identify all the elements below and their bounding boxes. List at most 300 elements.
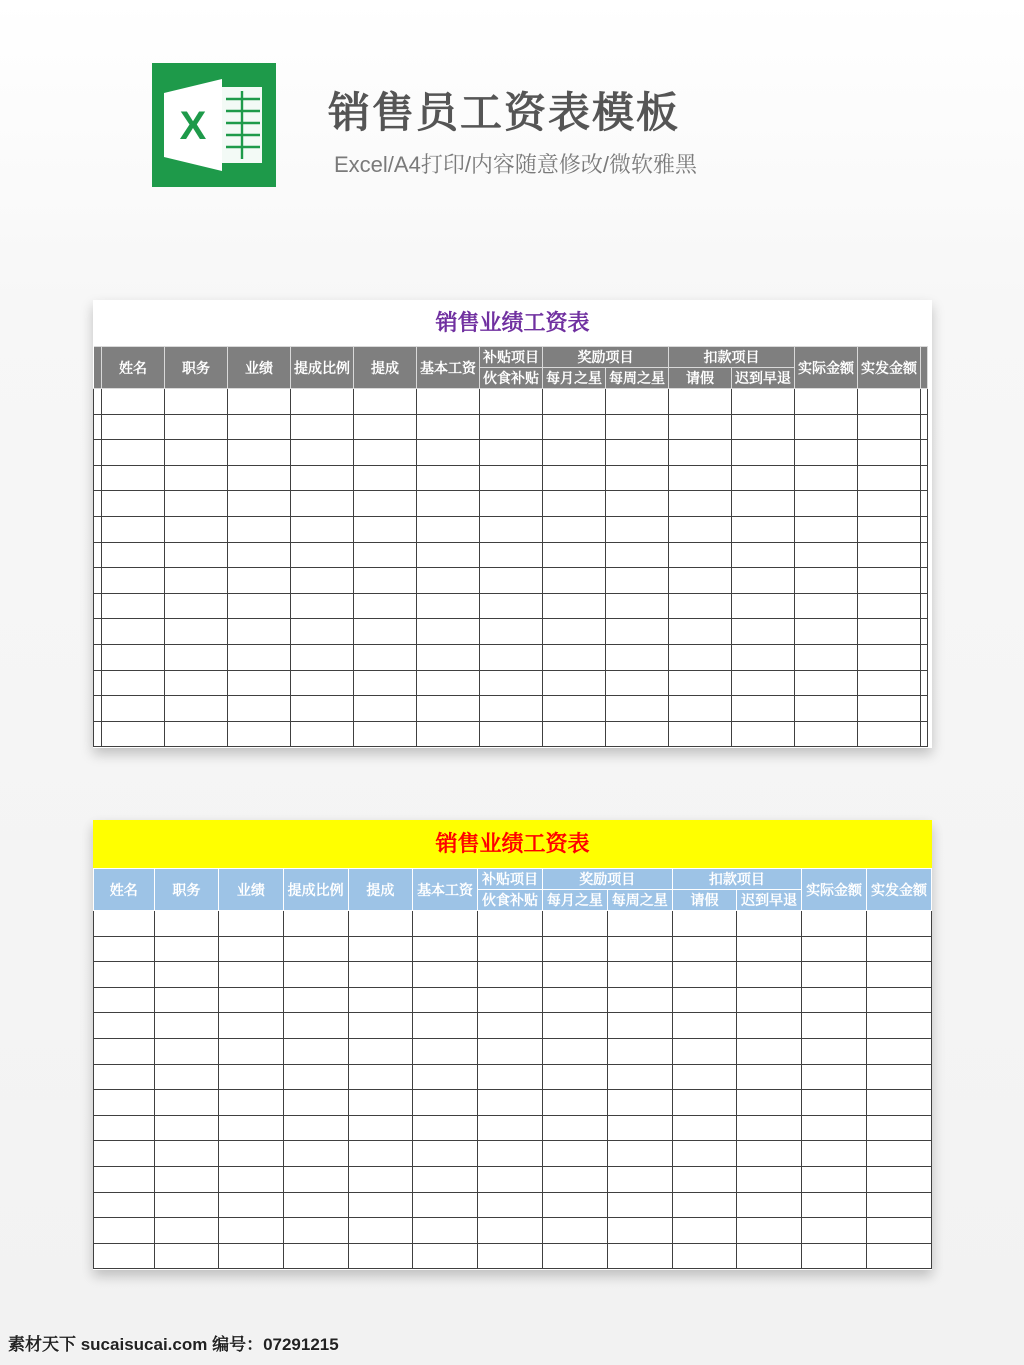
table-cell[interactable]: [542, 1064, 607, 1090]
table-cell[interactable]: [732, 644, 795, 670]
table-cell[interactable]: [154, 1038, 219, 1064]
table-cell[interactable]: [102, 389, 165, 415]
table-cell[interactable]: [921, 465, 928, 491]
table-cell[interactable]: [94, 440, 102, 466]
table-cell[interactable]: [672, 1064, 737, 1090]
table-cell[interactable]: [606, 414, 669, 440]
table-cell[interactable]: [478, 1090, 543, 1116]
table-cell[interactable]: [94, 721, 102, 747]
table-cell[interactable]: [478, 1141, 543, 1167]
table-cell[interactable]: [606, 389, 669, 415]
table-cell[interactable]: [867, 1013, 932, 1039]
table-cell[interactable]: [543, 516, 606, 542]
table-cell[interactable]: [165, 516, 228, 542]
table-cell[interactable]: [228, 619, 291, 645]
table-cell[interactable]: [102, 670, 165, 696]
table-cell[interactable]: [802, 1141, 867, 1167]
table-cell[interactable]: [795, 696, 858, 722]
table-cell[interactable]: [672, 1090, 737, 1116]
table-cell[interactable]: [413, 1038, 478, 1064]
table-cell[interactable]: [607, 1192, 672, 1218]
table-cell[interactable]: [417, 440, 480, 466]
table-cell[interactable]: [867, 987, 932, 1013]
table-cell[interactable]: [606, 440, 669, 466]
table-cell[interactable]: [354, 721, 417, 747]
table-cell[interactable]: [94, 568, 102, 594]
table-cell[interactable]: [669, 670, 732, 696]
table-cell[interactable]: [732, 389, 795, 415]
table-cell[interactable]: [94, 1192, 155, 1218]
table-cell[interactable]: [669, 516, 732, 542]
table-cell[interactable]: [858, 465, 921, 491]
table-cell[interactable]: [478, 962, 543, 988]
table-cell[interactable]: [672, 1192, 737, 1218]
table-cell[interactable]: [737, 936, 802, 962]
table-cell[interactable]: [348, 1218, 413, 1244]
table-cell[interactable]: [732, 414, 795, 440]
table-cell[interactable]: [921, 644, 928, 670]
table-cell[interactable]: [228, 568, 291, 594]
table-cell[interactable]: [154, 911, 219, 937]
table-cell[interactable]: [283, 1115, 348, 1141]
table-cell[interactable]: [219, 1115, 284, 1141]
table-cell[interactable]: [165, 414, 228, 440]
table-cell[interactable]: [102, 644, 165, 670]
table-cell[interactable]: [478, 1013, 543, 1039]
table-cell[interactable]: [607, 1115, 672, 1141]
table-cell[interactable]: [413, 1141, 478, 1167]
table-cell[interactable]: [672, 1166, 737, 1192]
table-cell[interactable]: [165, 619, 228, 645]
table-cell[interactable]: [478, 1192, 543, 1218]
table-cell[interactable]: [94, 465, 102, 491]
table-cell[interactable]: [291, 619, 354, 645]
table-cell[interactable]: [921, 542, 928, 568]
table-cell[interactable]: [542, 1192, 607, 1218]
table-cell[interactable]: [219, 1141, 284, 1167]
table-cell[interactable]: [921, 516, 928, 542]
table-cell[interactable]: [921, 389, 928, 415]
table-cell[interactable]: [348, 1192, 413, 1218]
table-cell[interactable]: [417, 644, 480, 670]
table-cell[interactable]: [543, 542, 606, 568]
table-cell[interactable]: [672, 1218, 737, 1244]
table-cell[interactable]: [858, 516, 921, 542]
table-cell[interactable]: [413, 962, 478, 988]
table-cell[interactable]: [165, 721, 228, 747]
table-cell[interactable]: [354, 516, 417, 542]
table-cell[interactable]: [732, 568, 795, 594]
table-cell[interactable]: [478, 987, 543, 1013]
table-cell[interactable]: [672, 911, 737, 937]
table-cell[interactable]: [413, 1166, 478, 1192]
table-cell[interactable]: [737, 962, 802, 988]
table-cell[interactable]: [480, 696, 543, 722]
table-cell[interactable]: [348, 987, 413, 1013]
table-cell[interactable]: [94, 1064, 155, 1090]
table-cell[interactable]: [672, 1141, 737, 1167]
table-cell[interactable]: [154, 936, 219, 962]
table-cell[interactable]: [669, 593, 732, 619]
table-cell[interactable]: [542, 962, 607, 988]
table-cell[interactable]: [737, 987, 802, 1013]
table-cell[interactable]: [283, 1038, 348, 1064]
table-cell[interactable]: [543, 619, 606, 645]
table-cell[interactable]: [480, 593, 543, 619]
table-cell[interactable]: [102, 721, 165, 747]
table-cell[interactable]: [795, 516, 858, 542]
table-cell[interactable]: [228, 440, 291, 466]
table-cell[interactable]: [480, 619, 543, 645]
table-cell[interactable]: [291, 440, 354, 466]
table-cell[interactable]: [165, 670, 228, 696]
table-cell[interactable]: [165, 465, 228, 491]
table-cell[interactable]: [606, 670, 669, 696]
table-cell[interactable]: [669, 465, 732, 491]
table-cell[interactable]: [795, 414, 858, 440]
table-cell[interactable]: [94, 1013, 155, 1039]
table-cell[interactable]: [94, 644, 102, 670]
table-cell[interactable]: [417, 414, 480, 440]
table-cell[interactable]: [348, 1243, 413, 1269]
table-cell[interactable]: [348, 911, 413, 937]
table-cell[interactable]: [867, 1064, 932, 1090]
table-cell[interactable]: [795, 619, 858, 645]
table-cell[interactable]: [858, 440, 921, 466]
table-cell[interactable]: [732, 721, 795, 747]
table-cell[interactable]: [921, 440, 928, 466]
table-cell[interactable]: [669, 568, 732, 594]
table-cell[interactable]: [165, 440, 228, 466]
table-cell[interactable]: [94, 1166, 155, 1192]
table-cell[interactable]: [606, 516, 669, 542]
table-cell[interactable]: [154, 1218, 219, 1244]
table-cell[interactable]: [354, 542, 417, 568]
table-cell[interactable]: [154, 1141, 219, 1167]
table-cell[interactable]: [94, 1218, 155, 1244]
table-cell[interactable]: [154, 1192, 219, 1218]
table-cell[interactable]: [165, 389, 228, 415]
table-cell[interactable]: [867, 1243, 932, 1269]
table-cell[interactable]: [858, 696, 921, 722]
table-cell[interactable]: [732, 593, 795, 619]
table-cell[interactable]: [165, 568, 228, 594]
table-cell[interactable]: [921, 593, 928, 619]
table-cell[interactable]: [672, 962, 737, 988]
table-cell[interactable]: [867, 1218, 932, 1244]
table-cell[interactable]: [94, 962, 155, 988]
table-cell[interactable]: [417, 619, 480, 645]
table-cell[interactable]: [802, 1013, 867, 1039]
table-cell[interactable]: [291, 721, 354, 747]
table-cell[interactable]: [219, 1064, 284, 1090]
table-cell[interactable]: [543, 721, 606, 747]
table-cell[interactable]: [291, 389, 354, 415]
table-cell[interactable]: [94, 1141, 155, 1167]
table-cell[interactable]: [737, 1192, 802, 1218]
table-cell[interactable]: [102, 465, 165, 491]
table-cell[interactable]: [669, 440, 732, 466]
table-cell[interactable]: [921, 670, 928, 696]
table-cell[interactable]: [921, 414, 928, 440]
table-cell[interactable]: [354, 414, 417, 440]
table-cell[interactable]: [413, 987, 478, 1013]
table-cell[interactable]: [102, 619, 165, 645]
table-cell[interactable]: [283, 987, 348, 1013]
table-cell[interactable]: [165, 593, 228, 619]
table-cell[interactable]: [732, 491, 795, 517]
table-cell[interactable]: [354, 389, 417, 415]
table-cell[interactable]: [802, 1090, 867, 1116]
table-cell[interactable]: [542, 1038, 607, 1064]
table-cell[interactable]: [283, 962, 348, 988]
table-cell[interactable]: [94, 987, 155, 1013]
table-cell[interactable]: [732, 619, 795, 645]
table-cell[interactable]: [669, 491, 732, 517]
table-cell[interactable]: [228, 721, 291, 747]
table-cell[interactable]: [291, 491, 354, 517]
table-cell[interactable]: [228, 542, 291, 568]
table-cell[interactable]: [802, 962, 867, 988]
table-cell[interactable]: [354, 644, 417, 670]
table-cell[interactable]: [672, 1013, 737, 1039]
table-cell[interactable]: [795, 542, 858, 568]
table-cell[interactable]: [737, 1166, 802, 1192]
table-cell[interactable]: [480, 568, 543, 594]
table-cell[interactable]: [417, 542, 480, 568]
table-cell[interactable]: [283, 1166, 348, 1192]
table-cell[interactable]: [795, 491, 858, 517]
table-cell[interactable]: [228, 465, 291, 491]
table-cell[interactable]: [354, 696, 417, 722]
table-cell[interactable]: [354, 440, 417, 466]
table-cell[interactable]: [542, 1243, 607, 1269]
table-cell[interactable]: [802, 1166, 867, 1192]
table-cell[interactable]: [607, 1038, 672, 1064]
table-cell[interactable]: [606, 568, 669, 594]
table-cell[interactable]: [737, 911, 802, 937]
table-cell[interactable]: [102, 440, 165, 466]
table-cell[interactable]: [413, 936, 478, 962]
table-cell[interactable]: [228, 593, 291, 619]
table-cell[interactable]: [154, 1064, 219, 1090]
table-cell[interactable]: [413, 1243, 478, 1269]
table-cell[interactable]: [669, 389, 732, 415]
table-cell[interactable]: [478, 1038, 543, 1064]
table-cell[interactable]: [154, 1166, 219, 1192]
table-cell[interactable]: [672, 936, 737, 962]
table-cell[interactable]: [348, 1141, 413, 1167]
table-cell[interactable]: [219, 1192, 284, 1218]
table-cell[interactable]: [732, 696, 795, 722]
table-cell[interactable]: [102, 414, 165, 440]
table-cell[interactable]: [543, 568, 606, 594]
table-cell[interactable]: [802, 911, 867, 937]
table-cell[interactable]: [795, 440, 858, 466]
table-cell[interactable]: [858, 619, 921, 645]
table-cell[interactable]: [542, 1166, 607, 1192]
table-cell[interactable]: [858, 644, 921, 670]
table-cell[interactable]: [867, 1115, 932, 1141]
table-cell[interactable]: [228, 389, 291, 415]
table-cell[interactable]: [154, 962, 219, 988]
table-cell[interactable]: [283, 1192, 348, 1218]
table-cell[interactable]: [283, 1243, 348, 1269]
table-cell[interactable]: [858, 491, 921, 517]
table-cell[interactable]: [283, 1090, 348, 1116]
table-cell[interactable]: [165, 644, 228, 670]
table-cell[interactable]: [413, 1115, 478, 1141]
table-cell[interactable]: [802, 987, 867, 1013]
table-cell[interactable]: [543, 670, 606, 696]
table-cell[interactable]: [669, 414, 732, 440]
table-cell[interactable]: [858, 414, 921, 440]
table-cell[interactable]: [480, 465, 543, 491]
table-cell[interactable]: [606, 644, 669, 670]
table-cell[interactable]: [795, 670, 858, 696]
table-cell[interactable]: [542, 1013, 607, 1039]
table-cell[interactable]: [102, 696, 165, 722]
table-cell[interactable]: [154, 1013, 219, 1039]
table-cell[interactable]: [228, 414, 291, 440]
table-cell[interactable]: [417, 721, 480, 747]
table-cell[interactable]: [480, 389, 543, 415]
table-cell[interactable]: [732, 516, 795, 542]
table-cell[interactable]: [228, 670, 291, 696]
table-cell[interactable]: [283, 1013, 348, 1039]
table-cell[interactable]: [291, 542, 354, 568]
table-cell[interactable]: [543, 644, 606, 670]
table-cell[interactable]: [478, 1243, 543, 1269]
table-cell[interactable]: [102, 542, 165, 568]
table-cell[interactable]: [283, 911, 348, 937]
table-cell[interactable]: [542, 1218, 607, 1244]
table-cell[interactable]: [94, 619, 102, 645]
table-cell[interactable]: [228, 516, 291, 542]
table-cell[interactable]: [732, 542, 795, 568]
table-cell[interactable]: [542, 936, 607, 962]
table-cell[interactable]: [228, 696, 291, 722]
table-cell[interactable]: [291, 414, 354, 440]
table-cell[interactable]: [154, 1115, 219, 1141]
table-cell[interactable]: [542, 911, 607, 937]
table-cell[interactable]: [867, 962, 932, 988]
table-cell[interactable]: [219, 962, 284, 988]
table-cell[interactable]: [672, 1038, 737, 1064]
table-cell[interactable]: [219, 987, 284, 1013]
table-cell[interactable]: [480, 644, 543, 670]
table-cell[interactable]: [921, 491, 928, 517]
table-cell[interactable]: [478, 1166, 543, 1192]
table-cell[interactable]: [480, 670, 543, 696]
table-cell[interactable]: [94, 593, 102, 619]
table-cell[interactable]: [607, 1243, 672, 1269]
table-cell[interactable]: [543, 465, 606, 491]
table-cell[interactable]: [669, 619, 732, 645]
table-cell[interactable]: [165, 696, 228, 722]
table-cell[interactable]: [672, 1243, 737, 1269]
table-cell[interactable]: [291, 516, 354, 542]
table-cell[interactable]: [219, 1013, 284, 1039]
table-cell[interactable]: [921, 568, 928, 594]
table-cell[interactable]: [795, 644, 858, 670]
table-cell[interactable]: [417, 696, 480, 722]
table-cell[interactable]: [283, 1064, 348, 1090]
table-cell[interactable]: [480, 721, 543, 747]
table-cell[interactable]: [413, 1090, 478, 1116]
table-cell[interactable]: [94, 1243, 155, 1269]
table-cell[interactable]: [94, 491, 102, 517]
table-cell[interactable]: [102, 568, 165, 594]
table-cell[interactable]: [291, 593, 354, 619]
table-cell[interactable]: [867, 1166, 932, 1192]
table-cell[interactable]: [348, 1064, 413, 1090]
table-cell[interactable]: [737, 1218, 802, 1244]
table-cell[interactable]: [606, 696, 669, 722]
table-cell[interactable]: [867, 936, 932, 962]
table-cell[interactable]: [607, 987, 672, 1013]
table-cell[interactable]: [867, 1090, 932, 1116]
table-cell[interactable]: [228, 491, 291, 517]
table-cell[interactable]: [607, 911, 672, 937]
table-cell[interactable]: [542, 1141, 607, 1167]
table-cell[interactable]: [348, 1166, 413, 1192]
table-cell[interactable]: [102, 516, 165, 542]
table-cell[interactable]: [354, 465, 417, 491]
table-cell[interactable]: [737, 1064, 802, 1090]
table-cell[interactable]: [348, 962, 413, 988]
table-cell[interactable]: [802, 1243, 867, 1269]
table-cell[interactable]: [165, 491, 228, 517]
table-cell[interactable]: [669, 696, 732, 722]
table-cell[interactable]: [858, 568, 921, 594]
table-cell[interactable]: [480, 516, 543, 542]
table-cell[interactable]: [867, 911, 932, 937]
table-cell[interactable]: [795, 465, 858, 491]
table-cell[interactable]: [607, 1141, 672, 1167]
table-cell[interactable]: [354, 568, 417, 594]
table-cell[interactable]: [858, 593, 921, 619]
table-cell[interactable]: [802, 936, 867, 962]
table-cell[interactable]: [291, 670, 354, 696]
table-cell[interactable]: [543, 696, 606, 722]
table-cell[interactable]: [291, 644, 354, 670]
table-cell[interactable]: [283, 1141, 348, 1167]
table-cell[interactable]: [606, 465, 669, 491]
table-cell[interactable]: [94, 1090, 155, 1116]
table-cell[interactable]: [607, 1090, 672, 1116]
table-cell[interactable]: [219, 1166, 284, 1192]
table-cell[interactable]: [542, 987, 607, 1013]
table-cell[interactable]: [669, 721, 732, 747]
table-cell[interactable]: [607, 1166, 672, 1192]
table-cell[interactable]: [737, 1243, 802, 1269]
table-cell[interactable]: [417, 593, 480, 619]
table-cell[interactable]: [607, 1218, 672, 1244]
table-cell[interactable]: [94, 516, 102, 542]
table-cell[interactable]: [606, 619, 669, 645]
table-cell[interactable]: [542, 1090, 607, 1116]
table-cell[interactable]: [737, 1013, 802, 1039]
table-cell[interactable]: [543, 440, 606, 466]
table-cell[interactable]: [348, 1013, 413, 1039]
table-cell[interactable]: [737, 1038, 802, 1064]
table-cell[interactable]: [154, 987, 219, 1013]
table-cell[interactable]: [795, 568, 858, 594]
table-cell[interactable]: [606, 542, 669, 568]
table-cell[interactable]: [858, 670, 921, 696]
table-cell[interactable]: [795, 593, 858, 619]
